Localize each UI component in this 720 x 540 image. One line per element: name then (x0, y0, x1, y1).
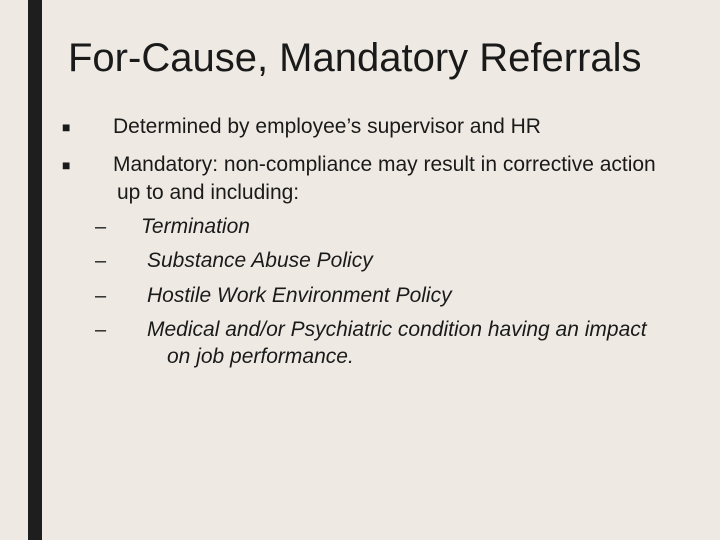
dash-bullet-icon: – (95, 319, 107, 341)
bullet-item-line-1: Mandatory: non-compliance may result in corrective action (113, 153, 656, 176)
sub-item: Substance Abuse Policy (147, 249, 373, 272)
slide-title: For-Cause, Mandatory Referrals (68, 36, 642, 80)
dash-bullet-icon: – (95, 216, 107, 238)
sub-item: Termination (141, 215, 250, 238)
bullet-item: Determined by employee’s supervisor and HR (113, 115, 541, 138)
dash-bullet-icon: – (95, 250, 107, 272)
sub-item: Hostile Work Environment Policy (147, 284, 452, 307)
square-bullet-icon: ■ (62, 119, 71, 135)
dash-bullet-icon: – (95, 285, 107, 307)
bullet-item-line-2: up to and including: (117, 181, 300, 204)
sub-item-line-2: on job performance. (167, 345, 354, 368)
square-bullet-icon: ■ (62, 157, 71, 173)
sub-item-line-1: Medical and/or Psychiatric condition having an impact (147, 318, 647, 341)
